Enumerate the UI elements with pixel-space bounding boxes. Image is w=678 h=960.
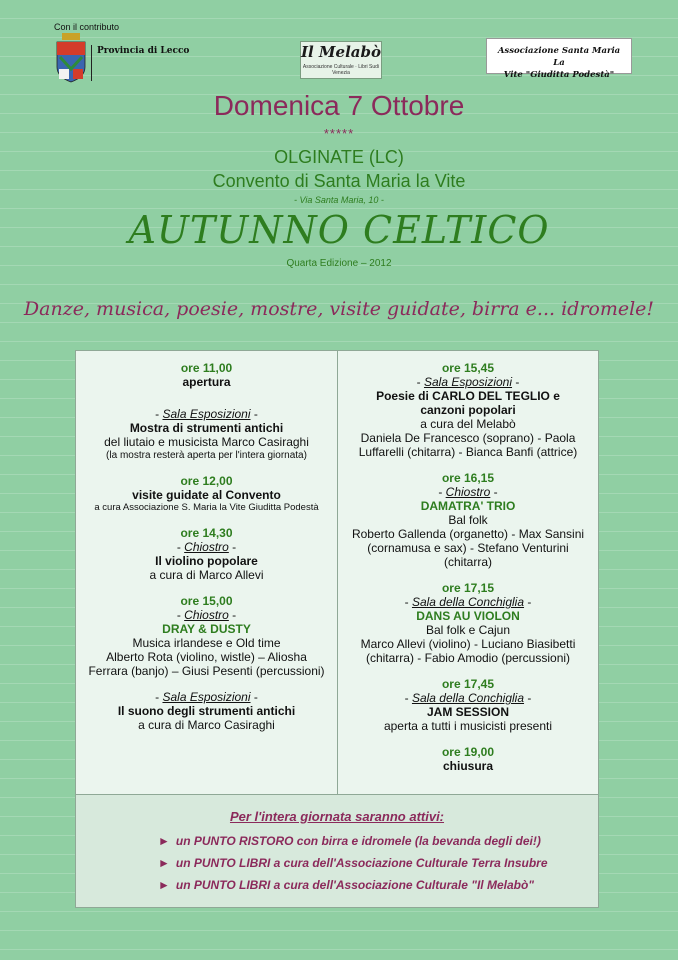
program-room-name: Chiostro bbox=[184, 608, 229, 622]
program-title: Poesie di CARLO DEL TEGLIO e bbox=[376, 389, 560, 403]
program-desc: (chitarra) bbox=[443, 555, 492, 569]
program-time: ore 16,15 bbox=[441, 471, 495, 485]
program-room: - Chiostro - bbox=[176, 540, 237, 554]
program-title: chiusura bbox=[442, 759, 493, 773]
program-room: - Sala della Conchiglia - bbox=[404, 595, 532, 609]
program-room: - Sala Esposizioni - bbox=[155, 407, 258, 421]
title-stars: ***** bbox=[323, 126, 355, 141]
association-name bbox=[491, 45, 627, 81]
program-room-name: Sala Esposizioni bbox=[423, 375, 513, 389]
arrow-right-icon: ► bbox=[158, 856, 170, 870]
program-room-name: Sala della Conchiglia bbox=[411, 595, 525, 609]
program-title: apertura bbox=[182, 375, 231, 389]
program-item bbox=[76, 594, 337, 678]
provincia-name: Provincia di Lecco bbox=[97, 46, 190, 56]
program-title: JAM SESSION bbox=[426, 705, 510, 719]
event-place: OLGINATE (LC) bbox=[274, 147, 404, 167]
program-desc: a cura di Marco Allevi bbox=[149, 568, 264, 582]
program-time: ore 17,45 bbox=[441, 677, 495, 691]
program-room: - Sala della Conchiglia - bbox=[404, 691, 532, 705]
event-tagline: Danze, musica, poesie, mostre, visite guidate, birra e... idromele! bbox=[23, 298, 655, 320]
program-time: ore 15,45 bbox=[441, 361, 495, 375]
program-time: ore 15,00 bbox=[180, 594, 233, 608]
program-desc: Musica irlandese e Old time bbox=[132, 636, 281, 650]
program-item bbox=[338, 677, 598, 733]
contributor-label: Con il contributo bbox=[54, 22, 120, 32]
program-time: ore 14,30 bbox=[180, 526, 233, 540]
program-room-name: Sala Esposizioni bbox=[162, 407, 251, 421]
footer-title: Per l'intera giornata saranno attivi: bbox=[229, 809, 445, 824]
association-line-1: Associazione Santa Maria La bbox=[497, 46, 621, 68]
program-room: - Chiostro - bbox=[438, 485, 498, 499]
program-desc: Ferrara (banjo) – Giusi Pesenti (percussioni) bbox=[88, 664, 325, 678]
program-box bbox=[75, 350, 599, 796]
event-address: - Via Santa Maria, 10 - bbox=[294, 195, 384, 205]
program-column-left bbox=[76, 361, 337, 744]
program-item bbox=[76, 526, 337, 582]
event-edition: Quarta Edizione – 2012 bbox=[286, 258, 392, 269]
program-desc: Bal folk e Cajun bbox=[425, 623, 511, 637]
program-desc: (chitarra) - Fabio Amodio (percussioni) bbox=[365, 651, 571, 665]
melabo-logo-subtitle: Associazione Culturale · Libri Sudi Venezia bbox=[302, 64, 380, 76]
program-item bbox=[338, 745, 598, 773]
footer-item bbox=[158, 878, 534, 892]
program-desc: Alberto Rota (violino, wistle) – Aliosha bbox=[106, 650, 307, 664]
program-room-name: Chiostro bbox=[184, 540, 229, 554]
program-title: DANS AU VIOLON bbox=[416, 609, 520, 623]
program-item bbox=[338, 581, 598, 665]
program-desc: Roberto Gallenda (organetto) - Max Sansini bbox=[351, 527, 585, 541]
footer-item bbox=[158, 834, 541, 848]
program-desc: a cura del Melabò bbox=[420, 417, 516, 431]
program-item bbox=[76, 361, 337, 389]
program-title: DAMATRA' TRIO bbox=[420, 499, 516, 513]
program-title: canzoni popolari bbox=[420, 403, 516, 417]
program-desc: aperta a tutti i musicisti presenti bbox=[383, 719, 553, 733]
program-desc: Bal folk bbox=[448, 513, 488, 527]
program-desc: (cornamusa e sax) - Stefano Venturini bbox=[367, 541, 569, 555]
footer-item bbox=[158, 856, 548, 870]
arrow-right-icon: ► bbox=[158, 834, 170, 848]
program-room: - Sala Esposizioni - bbox=[416, 375, 520, 389]
melabo-logo-title: Il Melabò bbox=[301, 43, 381, 61]
provincia-divider bbox=[91, 45, 92, 81]
program-desc: a cura di Marco Casiraghi bbox=[138, 718, 275, 732]
program-column-right bbox=[338, 361, 598, 785]
program-title: Il violino popolare bbox=[155, 554, 258, 568]
program-time: ore 11,00 bbox=[180, 361, 233, 375]
program-desc: Luffarelli (chitarra) - Bianca Banfi (attrice) bbox=[358, 445, 578, 459]
event-title: AUTUNNO CELTICO bbox=[128, 208, 550, 252]
program-time: ore 17,15 bbox=[441, 581, 495, 595]
program-time: ore 19,00 bbox=[441, 745, 495, 759]
footer-item-text: un PUNTO RISTORO con birra e idromele (la bevanda degli dei!) bbox=[175, 834, 541, 848]
footer-box bbox=[75, 794, 599, 908]
program-item bbox=[76, 474, 337, 514]
program-item bbox=[76, 690, 337, 732]
program-room-name: Chiostro bbox=[445, 485, 491, 499]
program-room: - Sala Esposizioni - bbox=[155, 690, 258, 704]
program-desc: del liutaio e musicista Marco Casiraghi bbox=[104, 435, 309, 449]
program-title: Mostra di strumenti antichi bbox=[129, 421, 284, 435]
program-title: visite guidate al Convento bbox=[132, 488, 281, 502]
footer-item-text: un PUNTO LIBRI a cura dell'Associazione Culturale Terra Insubre bbox=[175, 856, 548, 870]
program-title: Il suono degli strumenti antichi bbox=[117, 704, 296, 718]
program-item bbox=[338, 361, 598, 459]
program-item bbox=[76, 407, 337, 462]
program-desc: Daniela De Francesco (soprano) - Paola bbox=[360, 431, 576, 445]
program-time: ore 12,00 bbox=[180, 474, 233, 488]
melabo-logo bbox=[300, 41, 382, 79]
association-line-2: Vite "Giuditta Podestà" bbox=[503, 70, 615, 80]
event-date: Domenica 7 Ottobre bbox=[213, 90, 465, 121]
program-room-name: Sala della Conchiglia bbox=[411, 691, 525, 705]
event-venue: Convento di Santa Maria la Vite bbox=[212, 171, 466, 191]
program-item bbox=[338, 471, 598, 569]
program-desc: Marco Allevi (violino) - Luciano Biasibetti bbox=[360, 637, 576, 651]
program-room: - Chiostro - bbox=[176, 608, 237, 622]
program-title: DRAY & DUSTY bbox=[162, 622, 251, 636]
association-logo bbox=[486, 38, 632, 80]
program-note: (la mostra resterà aperta per l'intera giornata) bbox=[106, 450, 307, 461]
program-room-name: Sala Esposizioni bbox=[162, 690, 251, 704]
program-desc: a cura Associazione S. Maria la Vite Giuditta Podestà bbox=[94, 502, 319, 513]
provincia-crest-icon bbox=[54, 33, 88, 83]
arrow-right-icon: ► bbox=[158, 878, 170, 892]
footer-item-text: un PUNTO LIBRI a cura dell'Associazione Culturale "Il Melabò" bbox=[175, 878, 534, 892]
